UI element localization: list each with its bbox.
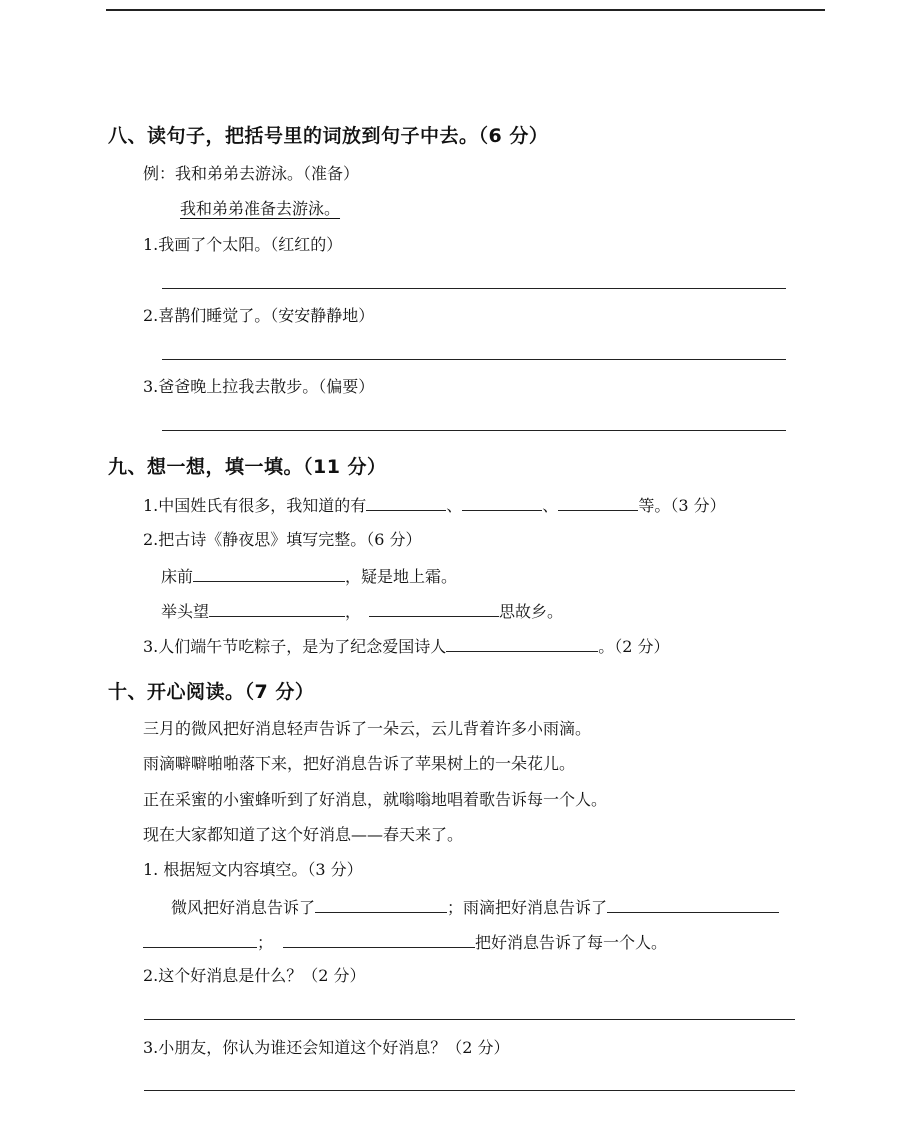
s9-item-1-sep2: 、: [542, 496, 559, 515]
s8-item-3: 3.爸爸晚上拉我去散步。（偏要）: [143, 377, 375, 396]
s9-item-2: 2.把古诗《静夜思》填写完整。（6 分）: [143, 530, 422, 549]
s9-item-3-end: 。（2 分）: [598, 637, 670, 656]
cloud-blank[interactable]: [315, 897, 447, 913]
s8-item-1: 1.我画了个太阳。（红红的）: [143, 235, 343, 254]
passage-line-1: 三月的微风把好消息轻声告诉了一朵云，云儿背着许多小雨滴。: [143, 719, 592, 738]
s10-q1-sep: ；: [257, 933, 274, 952]
s9-item-1-sep1: 、: [446, 496, 463, 515]
poem-blank-1[interactable]: [193, 566, 345, 582]
flower-blank[interactable]: [607, 897, 779, 913]
poem-blank-2[interactable]: [209, 601, 345, 617]
s10-q3: 3.小朋友，你认为谁还会知道这个好消息？（2 分）: [143, 1038, 510, 1057]
poem-line-2-mid: ，: [345, 602, 362, 621]
section-8-title: 八、读句子，把括号里的词放到句子中去。（6 分）: [108, 125, 549, 147]
s9-item-1-end: 等。（3 分）: [638, 496, 726, 515]
poem-line-2: [161, 601, 563, 622]
poem-line-1-start: 床前: [161, 567, 194, 586]
answer-line-s8-2[interactable]: [162, 359, 786, 360]
s8-item-2: 2.喜鹊们睡觉了。（安安静静地）: [143, 306, 375, 325]
section-9-title: 九、想一想，填一填。（11 分）: [108, 456, 387, 478]
flower-blank-cont[interactable]: [143, 932, 257, 948]
s9-item-1: [143, 495, 726, 516]
top-rule: [106, 9, 825, 11]
s10-q1-line-a: [171, 897, 779, 918]
s10-q1: 1. 根据短文内容填空。（3 分）: [143, 860, 363, 879]
surname-blank-1[interactable]: [366, 495, 446, 511]
s10-q2: 2.这个好消息是什么？（2 分）: [143, 966, 366, 985]
poem-line-1-end: ，疑是地上霜。: [345, 567, 458, 586]
s9-item-3-text: 3.人们端午节吃粽子，是为了纪念爱国诗人: [143, 637, 447, 656]
s10-q1-end: 把好消息告诉了每一个人。: [475, 933, 668, 952]
answer-line-s8-1[interactable]: [162, 288, 786, 289]
s9-item-3: [143, 636, 670, 657]
s10-q1-part-b: ；雨滴把好消息告诉了: [447, 898, 608, 917]
passage-line-2: 雨滴噼噼啪啪落下来，把好消息告诉了苹果树上的一朵花儿。: [143, 754, 576, 773]
s10-q1-line-b: [143, 932, 667, 953]
answer-line-s10-q3[interactable]: [144, 1090, 795, 1091]
answer-line-s10-q2[interactable]: [144, 1019, 795, 1020]
answer-line-s8-3[interactable]: [162, 430, 786, 431]
poet-blank[interactable]: [446, 636, 598, 652]
poem-blank-3[interactable]: [369, 601, 499, 617]
s10-q1-part-a: 微风把好消息告诉了: [171, 898, 316, 917]
s9-item-1-text: 1.中国姓氏有很多，我知道的有: [143, 496, 367, 515]
surname-blank-3[interactable]: [558, 495, 638, 511]
section-10-title: 十、开心阅读。（7 分）: [108, 681, 315, 703]
poem-line-2-start: 举头望: [161, 602, 210, 621]
bee-blank[interactable]: [283, 932, 475, 948]
example-answer: 我和弟弟准备去游泳。: [180, 199, 341, 218]
poem-line-1: [161, 566, 457, 587]
passage-line-3: 正在采蜜的小蜜蜂听到了好消息，就嗡嗡地唱着歌告诉每一个人。: [143, 790, 608, 809]
surname-blank-2[interactable]: [462, 495, 542, 511]
poem-line-2-end: 思故乡。: [499, 602, 564, 621]
example-question: 例：我和弟弟去游泳。（准备）: [143, 164, 360, 183]
passage-line-4: 现在大家都知道了这个好消息——春天来了。: [143, 825, 464, 844]
